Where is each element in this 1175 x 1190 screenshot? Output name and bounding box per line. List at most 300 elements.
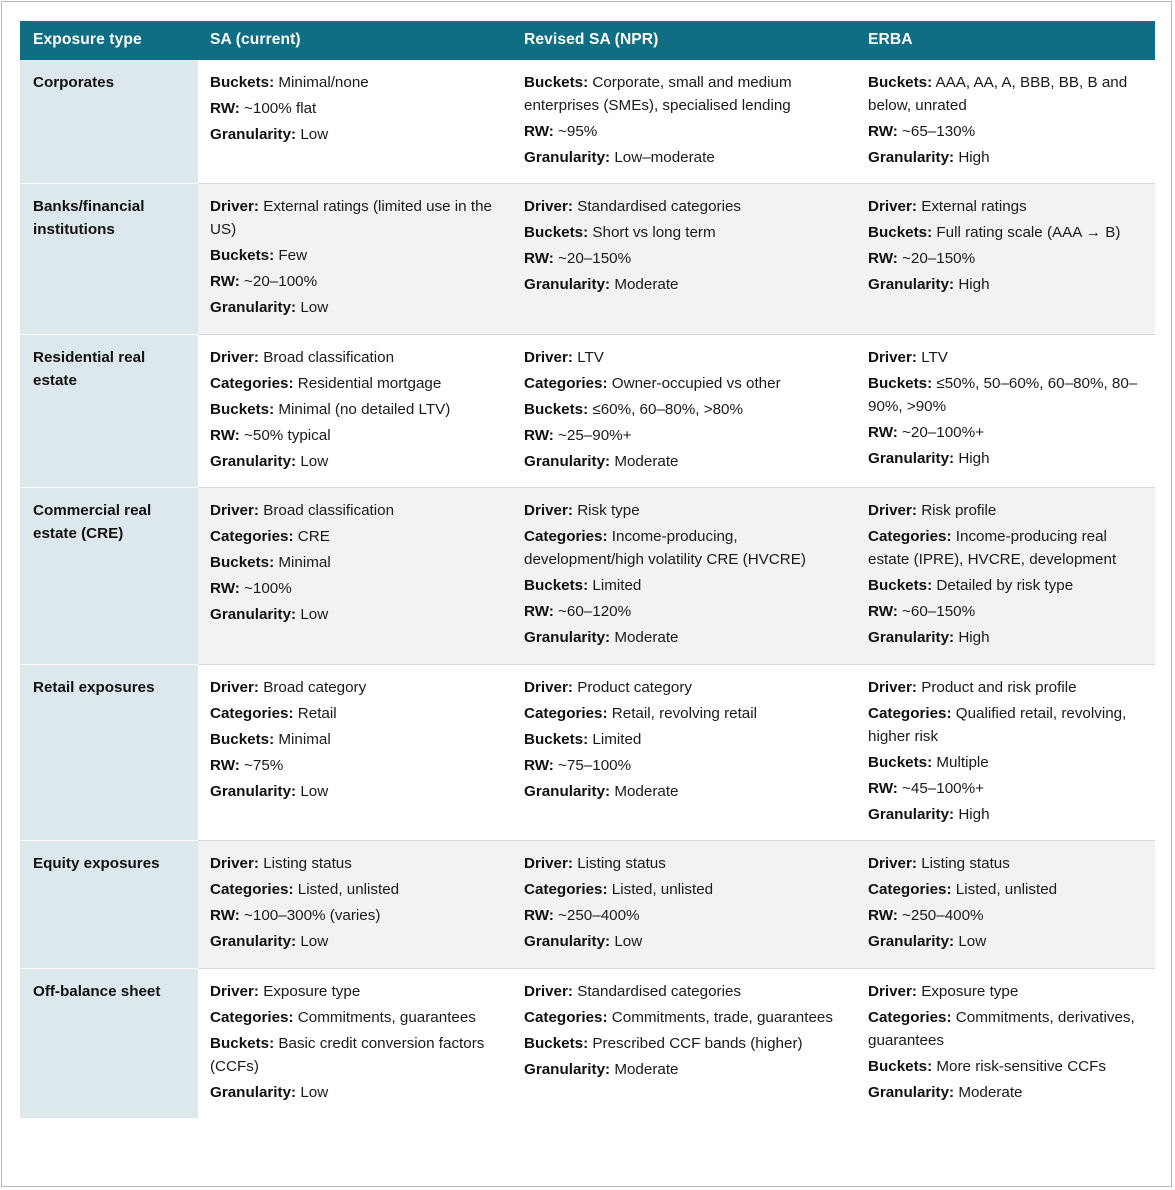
attribute-label: Driver: (524, 678, 573, 696)
attribute-value: Listing status (577, 855, 666, 873)
attribute-label: RW: (868, 122, 898, 140)
attribute-value: High (958, 276, 990, 294)
attribute-value: Low–moderate (614, 148, 715, 166)
attribute-label: Granularity: (524, 452, 611, 470)
attribute-value: Exposure type (263, 982, 361, 1000)
attribute-line (868, 676, 1141, 699)
attribute-label: Driver: (524, 348, 573, 366)
attribute-line (524, 146, 842, 169)
attribute-label: Granularity: (210, 782, 297, 800)
attribute-value: Qualified retail, revolving, higher risk (868, 704, 1127, 745)
attribute-label: Categories: (210, 528, 294, 546)
attribute-value: ~45–100%+ (902, 779, 984, 797)
attribute-value: Listing status (921, 855, 1010, 873)
attribute-value: Moderate (614, 629, 679, 647)
attribute-value: High (958, 629, 990, 647)
attribute-value: Broad classification (263, 502, 395, 519)
attribute-value: ~25–90%+ (558, 426, 632, 444)
attribute-label: Categories: (868, 881, 952, 899)
attribute-label: Granularity: (868, 449, 955, 467)
attribute-line (868, 803, 1141, 826)
cell-erba (856, 334, 1155, 487)
attribute-value: ~20–150% (902, 250, 976, 268)
attribute-line (868, 702, 1141, 748)
attribute-line (210, 525, 498, 548)
attribute-label: Granularity: (868, 933, 955, 951)
attribute-label: Categories: (210, 704, 294, 722)
attribute-value: Commitments, guarantees (297, 1008, 476, 1026)
attribute-label: Buckets: (210, 247, 275, 265)
attribute-value: Moderate (614, 782, 679, 800)
attribute-line (210, 603, 498, 626)
attribute-line (210, 980, 498, 1003)
attribute-label: Categories: (210, 374, 294, 392)
attribute-line (868, 195, 1141, 218)
attribute-value: Short vs long term (592, 224, 716, 242)
attribute-line (210, 728, 498, 751)
cell-erba (856, 841, 1155, 968)
table-row (20, 60, 1155, 184)
attribute-line (524, 273, 842, 296)
attribute-line (524, 346, 842, 369)
attribute-line (524, 71, 842, 117)
attribute-line (868, 1006, 1141, 1052)
attribute-value: Low (300, 452, 329, 470)
column-header-exposure-type: Exposure type (20, 21, 198, 60)
attribute-value: More risk-sensitive CCFs (936, 1057, 1107, 1075)
attribute-label: Granularity: (210, 452, 297, 470)
attribute-label: Granularity: (210, 933, 297, 951)
attribute-label: Categories: (868, 704, 952, 722)
attribute-line (524, 525, 842, 571)
attribute-value: Basic credit conversion factors (CCFs) (210, 1034, 485, 1075)
attribute-line (868, 904, 1141, 927)
attribute-label: Driver: (524, 855, 573, 873)
attribute-label: Driver: (524, 982, 573, 1000)
attribute-label: Buckets: (524, 224, 589, 242)
attribute-value: Minimal (no detailed LTV) (278, 400, 451, 418)
attribute-label: Categories: (524, 1008, 608, 1026)
attribute-label: Categories: (524, 704, 608, 722)
attribute-label: Granularity: (524, 782, 611, 800)
attribute-line (868, 574, 1141, 597)
cell-revised-sa-npr (512, 968, 856, 1118)
attribute-value: ~75–100% (558, 756, 632, 774)
attribute-value: Low (300, 933, 329, 951)
attribute-label: Granularity: (868, 1083, 955, 1101)
attribute-line (524, 372, 842, 395)
attribute-label: RW: (868, 907, 898, 925)
attribute-line (524, 195, 842, 218)
cell-revised-sa-npr (512, 841, 856, 968)
attribute-line (210, 904, 498, 927)
attribute-value: Owner-occupied vs other (611, 374, 781, 392)
attribute-line (868, 525, 1141, 571)
attribute-value: Moderate (614, 276, 679, 294)
attribute-line (210, 346, 498, 369)
attribute-value: Low (614, 933, 643, 951)
attribute-line (868, 372, 1141, 418)
cell-sa-current (198, 841, 512, 968)
attribute-line (210, 1032, 498, 1078)
attribute-value: Retail (297, 704, 337, 722)
attribute-label: RW: (524, 122, 554, 140)
attribute-line (210, 754, 498, 777)
cell-erba (856, 60, 1155, 184)
attribute-line (868, 626, 1141, 649)
attribute-label: Granularity: (524, 933, 611, 951)
attribute-line (868, 221, 1141, 244)
attribute-line (868, 777, 1141, 800)
attribute-label: Granularity: (210, 125, 297, 143)
attribute-label: Driver: (210, 502, 259, 519)
attribute-label: RW: (210, 99, 240, 117)
attribute-label: RW: (210, 580, 240, 598)
attribute-value: Minimal (278, 554, 331, 572)
attribute-value: Low (958, 933, 987, 951)
attribute-value: Listed, unlisted (955, 881, 1058, 899)
attribute-value: Residential mortgage (297, 374, 442, 392)
attribute-line (868, 421, 1141, 444)
attribute-label: Buckets: (868, 577, 933, 595)
row-header-exposure-type: Banks/financial institutions (20, 184, 198, 334)
attribute-line (210, 852, 498, 875)
attribute-label: RW: (868, 250, 898, 268)
attribute-line (524, 247, 842, 270)
attribute-value: Corporate, small and medium enterprises (SMEs), specialised lending (524, 73, 792, 114)
cell-erba (856, 488, 1155, 665)
attribute-value: Moderate (614, 1060, 679, 1078)
attribute-label: Buckets: (524, 73, 589, 91)
attribute-value: Minimal (278, 730, 331, 748)
attribute-label: RW: (210, 426, 240, 444)
row-header-exposure-type: Corporates (20, 60, 198, 184)
attribute-value: ~250–400% (902, 907, 984, 925)
attribute-value: ~100% flat (244, 99, 317, 117)
cell-sa-current (198, 968, 512, 1118)
cell-erba (856, 664, 1155, 841)
attribute-line (868, 499, 1141, 522)
attribute-line (210, 424, 498, 447)
attribute-line (524, 600, 842, 623)
attribute-line (868, 447, 1141, 470)
attribute-value: ~95% (558, 122, 598, 140)
attribute-line (210, 499, 498, 522)
attribute-label: Driver: (210, 678, 259, 696)
attribute-label: Driver: (868, 678, 917, 696)
attribute-label: Buckets: (524, 577, 589, 595)
attribute-value: LTV (921, 348, 948, 366)
attribute-label: Granularity: (868, 629, 955, 647)
attribute-value: Product category (577, 678, 693, 696)
attribute-value: Income-producing, development/high volatility CRE (HVCRE) (524, 528, 806, 569)
row-header-exposure-type: Equity exposures (20, 841, 198, 968)
attribute-line (524, 574, 842, 597)
attribute-value: Low (300, 782, 329, 800)
attribute-line (524, 930, 842, 953)
attribute-value: Product and risk profile (921, 678, 1077, 696)
attribute-label: RW: (868, 779, 898, 797)
table-row (20, 664, 1155, 841)
attribute-label: Granularity: (210, 1083, 297, 1101)
attribute-line (524, 980, 842, 1003)
attribute-value: Prescribed CCF bands (higher) (592, 1034, 803, 1052)
attribute-line (524, 450, 842, 473)
attribute-line (524, 120, 842, 143)
attribute-value: ~250–400% (558, 907, 640, 925)
attribute-label: Granularity: (210, 606, 297, 624)
attribute-label: RW: (210, 273, 240, 291)
row-header-exposure-type: Commercial real estate (CRE) (20, 488, 198, 665)
attribute-label: Granularity: (524, 629, 611, 647)
attribute-line (210, 398, 498, 421)
attribute-label: RW: (524, 756, 554, 774)
attribute-line (868, 852, 1141, 875)
table-row (20, 334, 1155, 487)
attribute-value: High (958, 148, 990, 166)
attribute-label: Driver: (210, 348, 259, 366)
attribute-line (524, 904, 842, 927)
column-header-erba: ERBA (856, 21, 1155, 60)
attribute-value: External ratings (921, 198, 1027, 216)
attribute-value: High (958, 806, 990, 824)
attribute-value: Risk type (577, 502, 640, 519)
attribute-line (524, 702, 842, 725)
attribute-label: Granularity: (210, 299, 297, 317)
attribute-line (524, 676, 842, 699)
attribute-value: High (958, 449, 990, 467)
cell-revised-sa-npr (512, 488, 856, 665)
attribute-label: RW: (524, 907, 554, 925)
attribute-value: ~50% typical (244, 426, 331, 444)
attribute-value: Broad classification (263, 348, 395, 366)
attribute-line (524, 1058, 842, 1081)
attribute-label: Buckets: (210, 400, 275, 418)
attribute-line (868, 600, 1141, 623)
attribute-value: Commitments, derivatives, guarantees (868, 1008, 1135, 1049)
attribute-line (524, 499, 842, 522)
attribute-label: Granularity: (868, 148, 955, 166)
attribute-line (524, 780, 842, 803)
attribute-label: RW: (524, 250, 554, 268)
attribute-value: Listed, unlisted (611, 881, 714, 899)
attribute-label: Driver: (524, 198, 573, 216)
attribute-line (210, 577, 498, 600)
attribute-line (210, 97, 498, 120)
attribute-value: Minimal/none (278, 73, 369, 91)
attribute-label: Driver: (868, 982, 917, 1000)
attribute-value: Multiple (936, 753, 989, 771)
attribute-line (524, 754, 842, 777)
attribute-label: Buckets: (524, 1034, 589, 1052)
attribute-label: Granularity: (524, 148, 611, 166)
cell-erba (856, 968, 1155, 1118)
table-row (20, 184, 1155, 334)
attribute-line (210, 296, 498, 319)
attribute-line (210, 702, 498, 725)
table-row (20, 968, 1155, 1118)
attribute-line (210, 450, 498, 473)
attribute-line (524, 221, 842, 244)
attribute-line (868, 751, 1141, 774)
attribute-line (210, 1006, 498, 1029)
attribute-value: Risk profile (921, 502, 997, 519)
attribute-line (868, 878, 1141, 901)
attribute-label: Buckets: (210, 1034, 275, 1052)
cell-revised-sa-npr (512, 184, 856, 334)
attribute-line (524, 424, 842, 447)
table-row (20, 841, 1155, 968)
attribute-value: Income-producing real estate (IPRE), HVCRE, development (868, 528, 1117, 569)
table-header (20, 21, 1155, 60)
row-header-exposure-type: Off-balance sheet (20, 968, 198, 1118)
attribute-line (524, 728, 842, 751)
attribute-value: Broad category (263, 678, 367, 696)
attribute-value: ≤60%, 60–80%, >80% (592, 400, 744, 418)
row-header-exposure-type: Residential real estate (20, 334, 198, 487)
attribute-value: CRE (297, 528, 330, 546)
cell-revised-sa-npr (512, 334, 856, 487)
attribute-value: ~100–300% (varies) (244, 907, 381, 925)
attribute-line (868, 1081, 1141, 1104)
attribute-value: Moderate (958, 1083, 1023, 1101)
attribute-label: Driver: (868, 348, 917, 366)
attribute-label: Categories: (524, 528, 608, 546)
attribute-label: Driver: (868, 855, 917, 873)
attribute-line (868, 146, 1141, 169)
attribute-line (210, 71, 498, 94)
attribute-value: Full rating scale (AAA → B) (936, 224, 1121, 242)
attribute-label: Categories: (524, 374, 608, 392)
attribute-line (868, 346, 1141, 369)
attribute-line (868, 1055, 1141, 1078)
attribute-label: Granularity: (524, 1060, 611, 1078)
attribute-value: External ratings (limited use in the US) (210, 198, 492, 239)
attribute-label: Categories: (868, 1008, 952, 1026)
attribute-label: RW: (524, 603, 554, 621)
attribute-label: Categories: (210, 1008, 294, 1026)
attribute-label: Buckets: (210, 73, 275, 91)
attribute-line (524, 1032, 842, 1055)
attribute-value: ≤50%, 50–60%, 60–80%, 80–90%, >90% (868, 374, 1138, 415)
attribute-line (210, 780, 498, 803)
attribute-line (210, 1081, 498, 1104)
cell-sa-current (198, 664, 512, 841)
attribute-value: ~20–150% (558, 250, 632, 268)
attribute-label: Driver: (868, 502, 917, 519)
attribute-label: Driver: (868, 198, 917, 216)
attribute-label: Buckets: (868, 374, 933, 392)
attribute-line (868, 273, 1141, 296)
cell-revised-sa-npr (512, 664, 856, 841)
attribute-label: RW: (868, 423, 898, 441)
attribute-line (868, 980, 1141, 1003)
attribute-line (210, 878, 498, 901)
attribute-value: ~60–150% (902, 603, 976, 621)
attribute-line (868, 120, 1141, 143)
attribute-line (210, 551, 498, 574)
attribute-label: Categories: (524, 881, 608, 899)
cell-sa-current (198, 488, 512, 665)
attribute-value: Limited (592, 577, 642, 595)
attribute-value: LTV (577, 348, 604, 366)
attribute-line (210, 195, 498, 241)
attribute-label: Buckets: (524, 400, 589, 418)
attribute-label: Categories: (868, 528, 952, 546)
attribute-label: Categories: (210, 881, 294, 899)
attribute-label: Buckets: (868, 73, 933, 91)
row-header-exposure-type: Retail exposures (20, 664, 198, 841)
attribute-value: Exposure type (921, 982, 1019, 1000)
attribute-value: ~20–100% (244, 273, 318, 291)
attribute-value: Low (300, 125, 329, 143)
attribute-line (210, 123, 498, 146)
attribute-line (868, 930, 1141, 953)
attribute-label: RW: (524, 426, 554, 444)
attribute-label: Buckets: (868, 224, 933, 242)
attribute-label: Buckets: (868, 753, 933, 771)
attribute-line (868, 71, 1141, 117)
attribute-label: RW: (868, 603, 898, 621)
attribute-value: Limited (592, 730, 642, 748)
attribute-label: Granularity: (868, 276, 955, 294)
attribute-value: ~60–120% (558, 603, 632, 621)
column-header-sa-current: SA (current) (198, 21, 512, 60)
attribute-value: Retail, revolving retail (611, 704, 757, 722)
attribute-label: Granularity: (868, 806, 955, 824)
attribute-value: Low (300, 299, 329, 317)
column-header-revised-sa-npr: Revised SA (NPR) (512, 21, 856, 60)
attribute-label: Granularity: (524, 276, 611, 294)
figure-frame (1, 1, 1172, 1187)
attribute-label: RW: (210, 756, 240, 774)
attribute-label: Buckets: (210, 730, 275, 748)
attribute-value: Listing status (263, 855, 352, 873)
attribute-value: Low (300, 1083, 329, 1101)
attribute-value: Few (278, 247, 308, 265)
exposure-comparison-table (20, 21, 1155, 1118)
table-row (20, 488, 1155, 665)
attribute-line (524, 398, 842, 421)
attribute-line (524, 852, 842, 875)
attribute-value: Detailed by risk type (936, 577, 1074, 595)
attribute-label: Buckets: (210, 554, 275, 572)
attribute-label: Driver: (524, 502, 573, 519)
attribute-value: Low (300, 606, 329, 624)
attribute-value: ~20–100%+ (902, 423, 984, 441)
attribute-value: AAA, AA, A, BBB, BB, B and below, unrated (868, 73, 1128, 114)
attribute-line (210, 676, 498, 699)
attribute-line (524, 878, 842, 901)
cell-sa-current (198, 184, 512, 334)
attribute-value: Listed, unlisted (297, 881, 400, 899)
attribute-label: RW: (210, 907, 240, 925)
attribute-label: Buckets: (868, 1057, 933, 1075)
attribute-line (868, 247, 1141, 270)
attribute-value: Commitments, trade, guarantees (611, 1008, 833, 1026)
table-body (20, 60, 1155, 1118)
attribute-value: ~75% (244, 756, 284, 774)
attribute-line (524, 1006, 842, 1029)
attribute-line (210, 372, 498, 395)
cell-sa-current (198, 60, 512, 184)
attribute-line (210, 270, 498, 293)
header-row (20, 21, 1155, 60)
attribute-value: Standardised categories (577, 198, 741, 216)
attribute-line (210, 930, 498, 953)
attribute-label: Driver: (210, 855, 259, 873)
attribute-value: ~65–130% (902, 122, 976, 140)
